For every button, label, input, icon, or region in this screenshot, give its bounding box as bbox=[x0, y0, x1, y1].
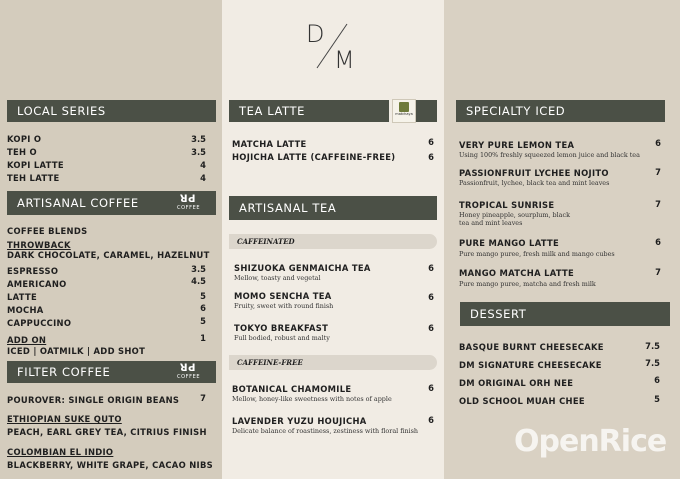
specialty-iced-header bbox=[456, 100, 665, 122]
menu-item-price: 6 bbox=[655, 237, 661, 247]
coffee-brand-badge bbox=[177, 363, 199, 380]
menu-item-price: 7.5 bbox=[645, 341, 660, 351]
menu-item-desc: Mellow, honey-like sweetness with notes of apple bbox=[232, 395, 392, 403]
tea-latte-header-end bbox=[416, 100, 437, 122]
caffeinated-pill bbox=[229, 234, 437, 249]
menu-item-name: BOTANICAL CHAMOMILE bbox=[232, 384, 352, 394]
menu-item-name: LATTE bbox=[7, 292, 38, 302]
menu-item-desc: Pure mango puree, fresh milk and mango cubes bbox=[459, 250, 615, 258]
menu-item-name: AMERICANO bbox=[7, 279, 67, 289]
caffeine-free-pill bbox=[229, 355, 437, 370]
dessert-header bbox=[460, 302, 670, 326]
menu-item-name: DM SIGNATURE CHEESECAKE bbox=[459, 360, 602, 370]
matcha-icon bbox=[399, 102, 409, 112]
menu-item-name: TROPICAL SUNRISE bbox=[459, 200, 555, 210]
menu-item-name: MANGO MATCHA LATTE bbox=[459, 268, 575, 278]
logo-letter-m: M bbox=[334, 46, 355, 74]
menu-item-name: MATCHA LATTE bbox=[232, 139, 307, 149]
dessert-title: DESSERT bbox=[470, 307, 527, 321]
coffee-blends-label: COFFEE BLENDS bbox=[7, 226, 88, 236]
menu-item-price: 6 bbox=[428, 152, 434, 162]
local-series-header bbox=[7, 100, 216, 122]
artisanal-coffee-header bbox=[7, 191, 216, 215]
menu-item-name: HOJICHA LATTE (CAFFEINE-FREE) bbox=[232, 152, 396, 162]
caffeine-free-label: CAFFEINE-FREE bbox=[237, 358, 303, 367]
specialty-iced-title: SPECIALTY ICED bbox=[466, 104, 566, 118]
menu-item-name: ESPRESSO bbox=[7, 266, 59, 276]
menu-item-desc: Pure mango puree, matcha and fresh milk bbox=[459, 280, 596, 288]
menu-item-price: 6 bbox=[428, 415, 434, 425]
menu-item-name: PURE MANGO LATTE bbox=[459, 238, 560, 248]
menu-item-price: 3.5 bbox=[191, 134, 206, 144]
artisanal-tea-header bbox=[229, 196, 437, 220]
menu-item-price: 6 bbox=[428, 263, 434, 273]
menu-item-name: TEH LATTE bbox=[7, 173, 60, 183]
menu-item-price: 6 bbox=[428, 323, 434, 333]
pourover-price: 7 bbox=[200, 393, 206, 403]
coffee-brand-icon: ꓤꓒ bbox=[179, 194, 197, 205]
coffee-brand-label: COFFEE bbox=[177, 205, 201, 211]
menu-item-price: 5 bbox=[200, 316, 206, 326]
artisanal-tea-title: ARTISANAL TEA bbox=[239, 201, 337, 215]
artisanal-coffee-title: ARTISANAL COFFEE bbox=[17, 196, 139, 210]
menu-item-price: 6 bbox=[428, 137, 434, 147]
pourover-label: POUROVER: SINGLE ORIGIN BEANS bbox=[7, 395, 180, 405]
menu-item-price: 6 bbox=[200, 303, 206, 313]
menu-item-price: 4.5 bbox=[191, 276, 206, 286]
menu-item-price: 7 bbox=[655, 167, 661, 177]
menu-item-name: BASQUE BURNT CHEESECAKE bbox=[459, 342, 604, 352]
menu-item-name: PASSIONFRUIT LYCHEE NOJITO bbox=[459, 168, 609, 178]
addon-desc: ICED | OATMILK | ADD SHOT bbox=[7, 346, 146, 356]
menu-item-desc: Mellow, toasty and vegetal bbox=[234, 274, 321, 282]
matchaya-logo bbox=[392, 99, 416, 123]
filter-coffee-title: FILTER COFFEE bbox=[17, 365, 111, 379]
menu-item-price: 3.5 bbox=[191, 264, 206, 274]
menu-item-name: KOPI LATTE bbox=[7, 160, 64, 170]
menu-item-desc: Passionfruit, lychee, black tea and mint leaves bbox=[459, 179, 610, 187]
caffeinated-label: CAFFEINATED bbox=[237, 237, 295, 246]
menu-item-price: 7 bbox=[655, 267, 661, 277]
tea-latte-title: TEA LATTE bbox=[239, 104, 305, 118]
menu-item-desc: Full bodied, robust and malty bbox=[234, 334, 330, 342]
throwback-desc: DARK CHOCOLATE, CARAMEL, HAZELNUT bbox=[7, 250, 210, 260]
menu-item-price: 7 bbox=[655, 199, 661, 209]
menu-item-name: OLD SCHOOL MUAH CHEE bbox=[459, 396, 585, 406]
coffee-brand-label: COFFEE bbox=[177, 374, 201, 380]
menu-item-price: 6 bbox=[655, 138, 661, 148]
menu-item-name: TOKYO BREAKFAST bbox=[234, 323, 329, 333]
throwback-label: THROWBACK bbox=[7, 240, 71, 250]
local-series-title: LOCAL SERIES bbox=[17, 104, 106, 118]
matchaya-label: matchaya bbox=[395, 112, 413, 116]
origin-name: COLOMBIAN EL INDIO bbox=[7, 447, 114, 457]
menu-item-name: LAVENDER YUZU HOUJICHA bbox=[232, 416, 367, 426]
menu-item-price: 6 bbox=[654, 375, 660, 385]
menu-item-price: 4 bbox=[200, 160, 206, 170]
coffee-brand-badge bbox=[177, 194, 199, 211]
menu-item-name: MOCHA bbox=[7, 305, 44, 315]
menu-item-price: 6 bbox=[428, 383, 434, 393]
menu-item-price: 5 bbox=[200, 291, 206, 301]
addon-price: 1 bbox=[200, 333, 206, 343]
menu-item-name: VERY PURE LEMON TEA bbox=[459, 140, 575, 150]
filter-coffee-header bbox=[7, 361, 216, 383]
coffee-brand-icon: ꓤꓒ bbox=[179, 363, 197, 374]
tea-latte-header bbox=[229, 100, 389, 122]
menu-item-desc: Delicate balance of roastiness, zestiness with floral finish bbox=[232, 427, 419, 435]
origin-name: ETHIOPIAN SUKE QUTO bbox=[7, 414, 122, 424]
menu-item-name: KOPI O bbox=[7, 134, 42, 144]
openrice-watermark: OpenRice bbox=[514, 424, 667, 459]
logo-letter-d: D bbox=[306, 20, 325, 48]
addon-label: ADD ON bbox=[7, 335, 47, 345]
menu-item-name: TEH O bbox=[7, 147, 37, 157]
origin-desc: BLACKBERRY, WHITE GRAPE, CACAO NIBS bbox=[7, 460, 213, 470]
menu-item-price: 6 bbox=[428, 292, 434, 302]
menu-item-price: 3.5 bbox=[191, 147, 206, 157]
menu-item-desc: Honey pineapple, sourplum, black tea and mint leaves bbox=[459, 211, 570, 227]
menu-item-name: DM ORIGINAL ORH NEE bbox=[459, 378, 574, 388]
menu-item-price: 5 bbox=[654, 394, 660, 404]
menu-item-desc: Fruity, sweet with round finish bbox=[234, 302, 334, 310]
menu-item-desc: Using 100% freshly squeezed lemon juice and black tea bbox=[459, 151, 640, 159]
menu-item-name: CAPPUCCINO bbox=[7, 318, 72, 328]
menu-item-price: 4 bbox=[200, 173, 206, 183]
menu-item-name: SHIZUOKA GENMAICHA TEA bbox=[234, 263, 371, 273]
origin-desc: PEACH, EARL GREY TEA, CITRIUS FINISH bbox=[7, 427, 207, 437]
menu-item-name: MOMO SENCHA TEA bbox=[234, 291, 332, 301]
menu-item-price: 7.5 bbox=[645, 358, 660, 368]
